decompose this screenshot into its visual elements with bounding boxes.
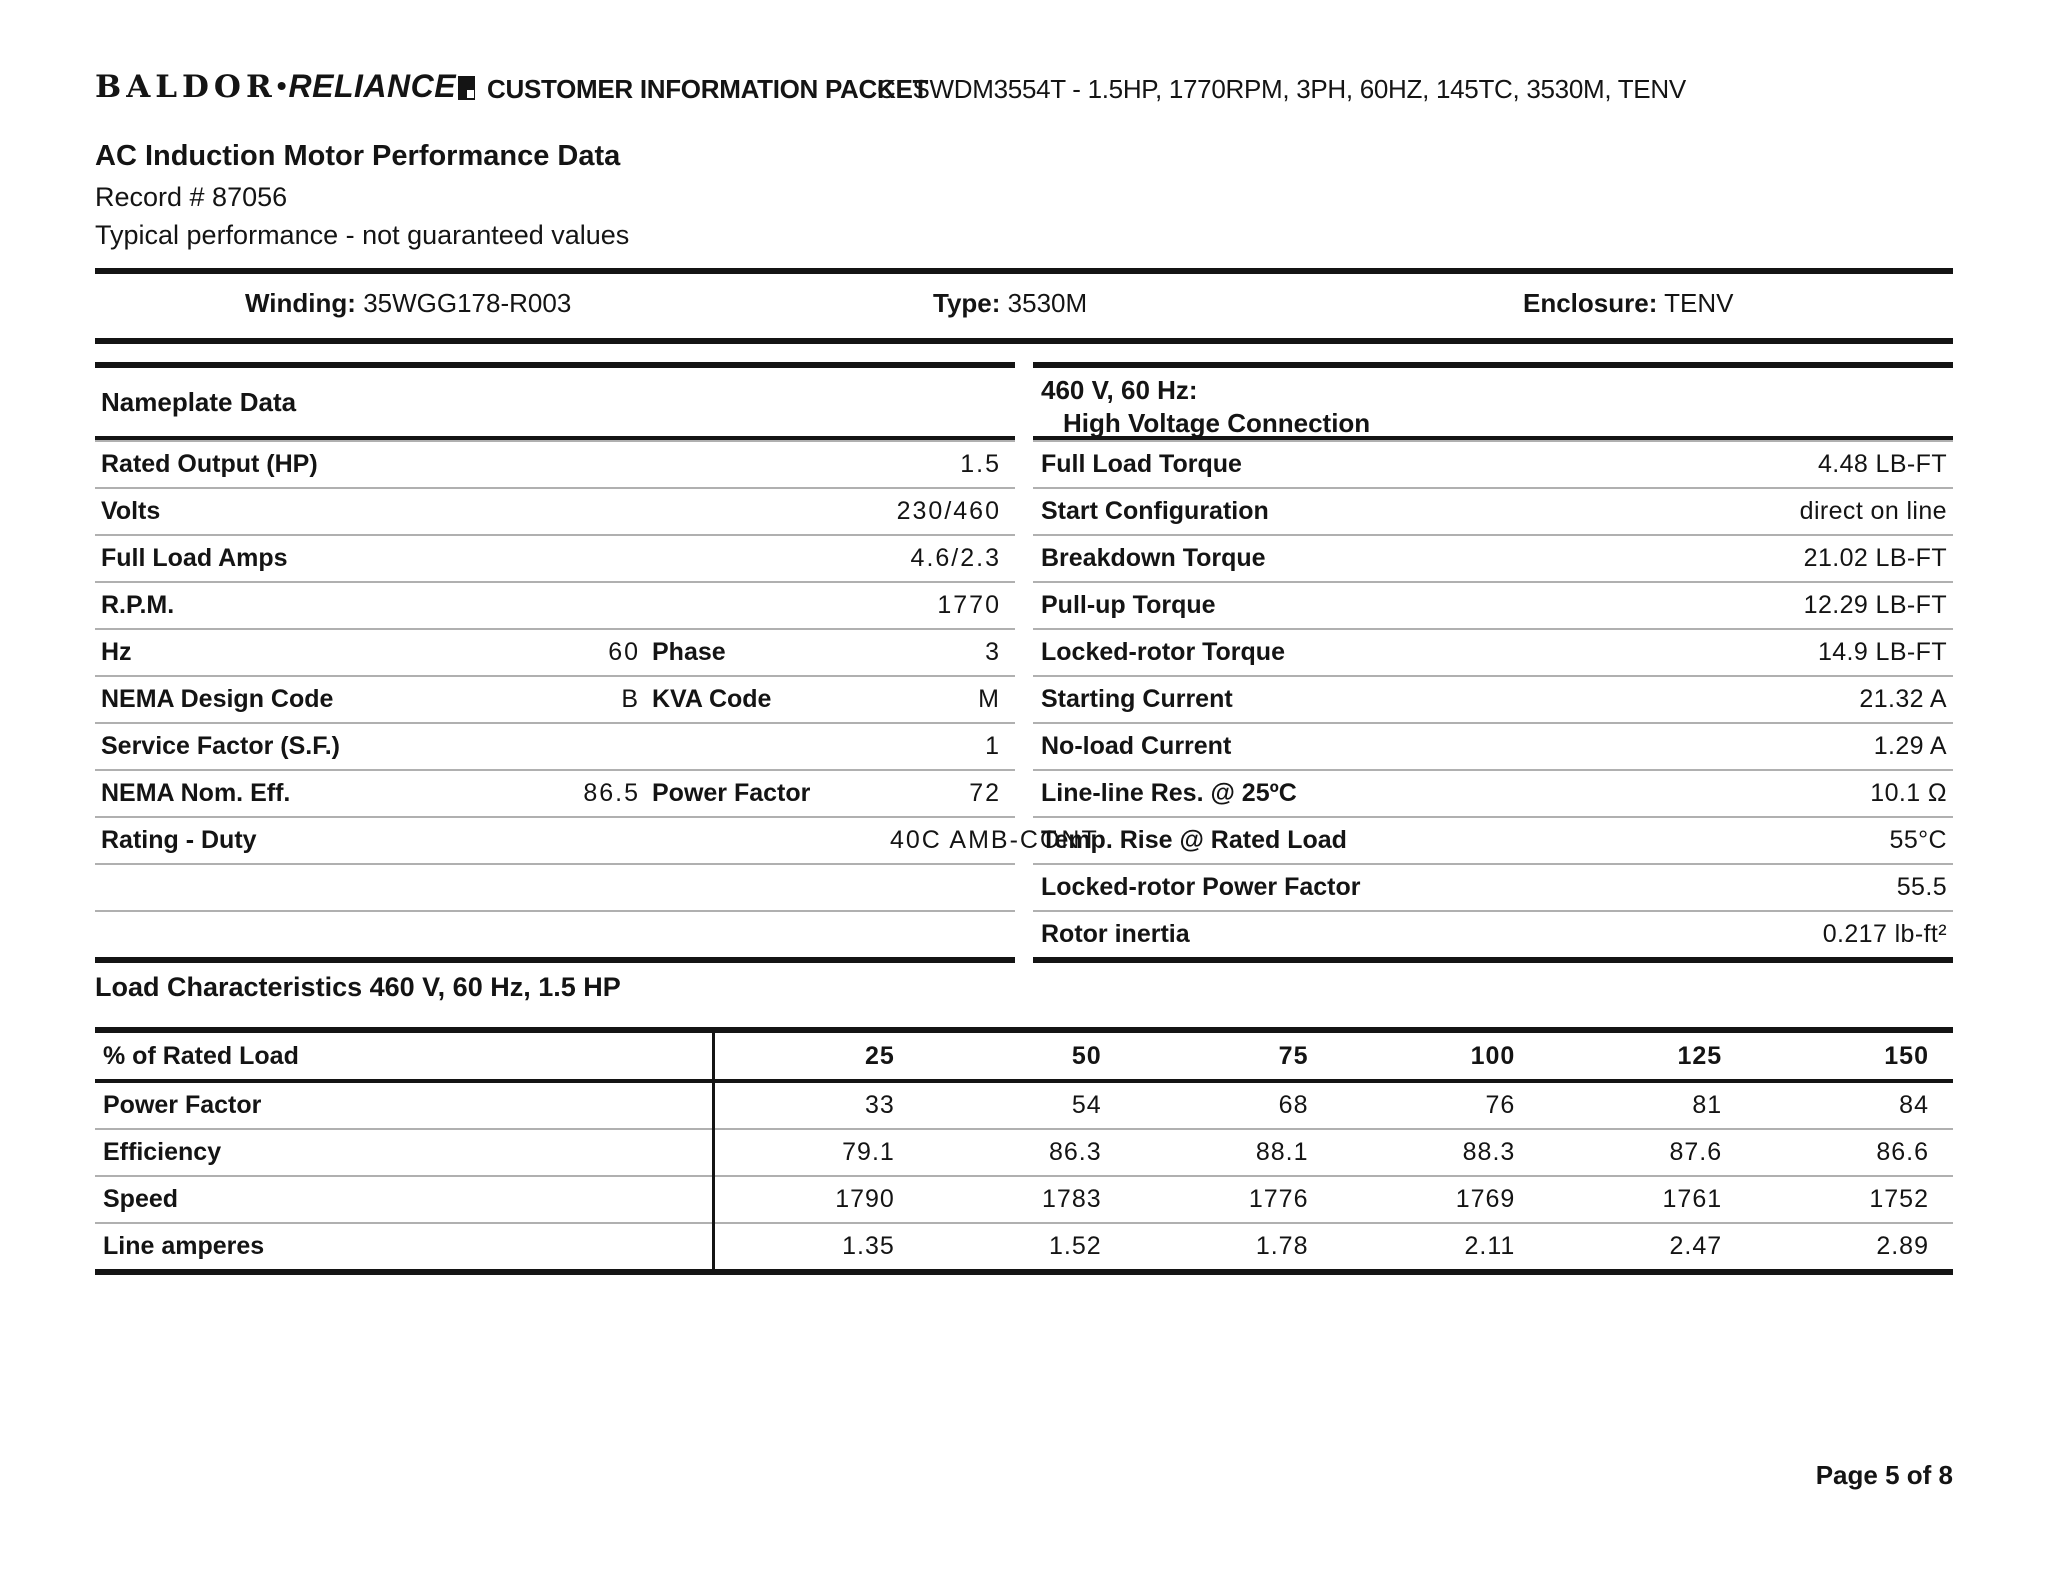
row-value: M: [978, 685, 1001, 713]
row-label: NEMA Nom. Eff.: [101, 779, 291, 807]
table-row: [95, 628, 1015, 675]
type-value: 3530M: [1007, 288, 1088, 318]
column-header: 75: [1278, 1041, 1309, 1070]
row-value: direct on line: [1799, 497, 1947, 525]
baldor-reliance-logo: [95, 68, 475, 105]
row-label: Rotor inertia: [1041, 920, 1190, 948]
logo-baldor-text: BALDOR: [95, 69, 277, 105]
table-row: [95, 1222, 1953, 1269]
table-row: [95, 1083, 1953, 1128]
cell-value: 1776: [1248, 1185, 1309, 1213]
row-label: Line amperes: [103, 1232, 265, 1260]
cell-value: 88.1: [1255, 1138, 1309, 1166]
logo-dot-separator: •: [276, 70, 287, 101]
row-label: Locked-rotor Power Factor: [1041, 873, 1361, 901]
row-value: 21.02 LB-FT: [1803, 544, 1947, 572]
title-block: [95, 140, 629, 258]
page-header: [95, 68, 1953, 108]
winding-field: [245, 288, 571, 319]
high-voltage-table: [1033, 362, 1953, 963]
enclosure-label: Enclosure:: [1523, 288, 1658, 318]
cell-value: 2.11: [1464, 1232, 1516, 1260]
row-value: 1: [985, 732, 1001, 760]
row-mid-value: 86.5: [583, 779, 640, 807]
cell-value: 1.35: [842, 1232, 895, 1260]
table-row: [95, 722, 1015, 769]
row-label: No-load Current: [1041, 732, 1232, 760]
row-mid-value: 60: [608, 638, 640, 666]
row-label2: Power Factor: [652, 779, 811, 807]
row-label: Full Load Amps: [101, 544, 288, 572]
column-header: % of Rated Load: [103, 1041, 299, 1070]
cell-value: 79.1: [842, 1138, 895, 1166]
row-value: 55.5: [1896, 873, 1947, 901]
cell-value: 1.78: [1255, 1232, 1309, 1260]
table-row-empty: [95, 863, 1015, 910]
cell-value: 1.52: [1048, 1232, 1102, 1260]
type-label: Type:: [933, 288, 1001, 318]
row-label: R.P.M.: [101, 591, 175, 619]
table-row: [1033, 487, 1953, 534]
row-label2: Phase: [652, 638, 726, 666]
load-characteristics-table: [95, 1027, 1953, 1275]
table-header-row: [95, 1033, 1953, 1083]
cell-value: 1769: [1455, 1185, 1516, 1213]
row-label: Speed: [103, 1185, 179, 1213]
load-characteristics-title: Load Characteristics 460 V, 60 Hz, 1.5 HP: [95, 972, 621, 1002]
table-row: [1033, 675, 1953, 722]
cell-value: 2.47: [1669, 1232, 1723, 1260]
nameplate-table-header: [95, 368, 1015, 440]
table-row: [95, 581, 1015, 628]
nameplate-title: Nameplate Data: [101, 386, 297, 417]
table-row: [1033, 440, 1953, 487]
cell-value: 1790: [835, 1185, 895, 1213]
table-row: [95, 1128, 1953, 1175]
row-value: 1.5: [960, 450, 1001, 478]
table-row: [1033, 816, 1953, 863]
hv-title-line1: 460 V, 60 Hz:: [1041, 375, 1198, 405]
enclosure-value: TENV: [1664, 288, 1734, 318]
table-row: [95, 816, 1099, 863]
cell-value: 86.3: [1048, 1138, 1102, 1166]
table-row: [1033, 581, 1953, 628]
row-label2: KVA Code: [652, 685, 772, 713]
winding-value: 35WGG178-R003: [363, 288, 572, 318]
table-row: [95, 487, 1015, 534]
row-value: 1770: [937, 591, 1001, 619]
row-value: 230/460: [896, 497, 1001, 525]
cell-value: 81: [1692, 1091, 1723, 1119]
row-label: Start Configuration: [1041, 497, 1269, 525]
motor-model-line: CESWDM3554T - 1.5HP, 1770RPM, 3PH, 60HZ, 145TC, 3530M, TENV: [877, 74, 1686, 104]
cell-value: 86.6: [1876, 1138, 1929, 1166]
table-row: [1033, 722, 1953, 769]
table-row: [95, 1175, 1953, 1222]
row-value: 4.6/2.3: [910, 544, 1001, 572]
row-value: 72: [969, 779, 1001, 807]
cell-value: 1783: [1042, 1185, 1102, 1213]
winding-bar: [95, 268, 1953, 344]
cell-value: 54: [1071, 1091, 1102, 1119]
row-label: Temp. Rise @ Rated Load: [1041, 826, 1347, 854]
row-label: Volts: [101, 497, 161, 525]
row-label: Hz: [101, 638, 132, 666]
column-header: 100: [1470, 1041, 1516, 1070]
row-value: 3: [985, 638, 1001, 666]
cell-value: 68: [1278, 1091, 1309, 1119]
page-title: AC Induction Motor Performance Data: [95, 140, 621, 172]
row-label: Pull-up Torque: [1041, 591, 1216, 619]
cell-value: 76: [1485, 1091, 1516, 1119]
table-row: [1033, 769, 1953, 816]
table-row: [95, 675, 1015, 722]
row-value: 1.29 A: [1873, 732, 1947, 760]
table-row: [1033, 863, 1953, 910]
nameplate-table: [95, 362, 1099, 963]
cell-value: 87.6: [1669, 1138, 1723, 1166]
logo-reliance-text: RELIANCE: [288, 68, 457, 104]
table-row: [1033, 628, 1953, 675]
row-label: Rating - Duty: [101, 826, 257, 854]
cell-value: 2.89: [1876, 1232, 1929, 1260]
column-header: 50: [1071, 1041, 1102, 1070]
table-row: [1033, 910, 1953, 957]
winding-label: Winding:: [245, 288, 356, 318]
row-label: Locked-rotor Torque: [1041, 638, 1285, 666]
table-row: [1033, 534, 1953, 581]
row-value: 14.9 LB-FT: [1817, 638, 1947, 666]
column-header: 150: [1884, 1041, 1929, 1070]
packet-title: CUSTOMER INFORMATION PACKET: [487, 74, 929, 104]
row-value: 12.29 LB-FT: [1803, 591, 1947, 619]
cell-value: 84: [1899, 1091, 1929, 1119]
hv-title-line2: High Voltage Connection: [1063, 408, 1371, 438]
record-number: Record # 87056: [95, 182, 288, 212]
logo-mark-icon: [458, 76, 475, 100]
row-label: Efficiency: [103, 1138, 222, 1166]
row-label: NEMA Design Code: [101, 685, 334, 713]
table-row: [95, 769, 1015, 816]
table-row-empty: [95, 910, 1015, 957]
row-label: Service Factor (S.F.): [101, 732, 340, 760]
row-value: 55°C: [1889, 826, 1947, 854]
row-label: Breakdown Torque: [1041, 544, 1266, 572]
cell-value: 1752: [1869, 1185, 1929, 1213]
high-voltage-table-header: [1033, 368, 1953, 440]
row-value: 4.48 LB-FT: [1817, 450, 1947, 478]
column-header: 25: [865, 1041, 895, 1070]
row-label: Rated Output (HP): [101, 450, 318, 478]
row-mid-value: B: [621, 685, 640, 713]
type-field: [933, 288, 1087, 319]
row-label: Starting Current: [1041, 685, 1233, 713]
row-label: Line-line Res. @ 25ºC: [1041, 779, 1297, 807]
row-value: 10.1 Ω: [1870, 779, 1947, 807]
table-row: [95, 440, 1015, 487]
table-row: [95, 534, 1015, 581]
cell-value: 33: [865, 1091, 895, 1119]
cell-value: 88.3: [1462, 1138, 1516, 1166]
row-label: Power Factor: [103, 1091, 262, 1119]
table-vertical-divider: [712, 1033, 715, 1269]
row-value: 21.32 A: [1859, 685, 1947, 713]
page-number: Page 5 of 8: [1815, 1460, 1953, 1490]
row-label: Full Load Torque: [1041, 450, 1242, 478]
disclaimer-note: Typical performance - not guaranteed values: [95, 220, 630, 250]
row-value: 40C AMB-CONT: [890, 826, 1099, 854]
cell-value: 1761: [1662, 1185, 1723, 1213]
enclosure-field: [1523, 288, 1733, 319]
column-header: 125: [1677, 1041, 1723, 1070]
row-value: 0.217 lb-ft²: [1822, 920, 1947, 948]
